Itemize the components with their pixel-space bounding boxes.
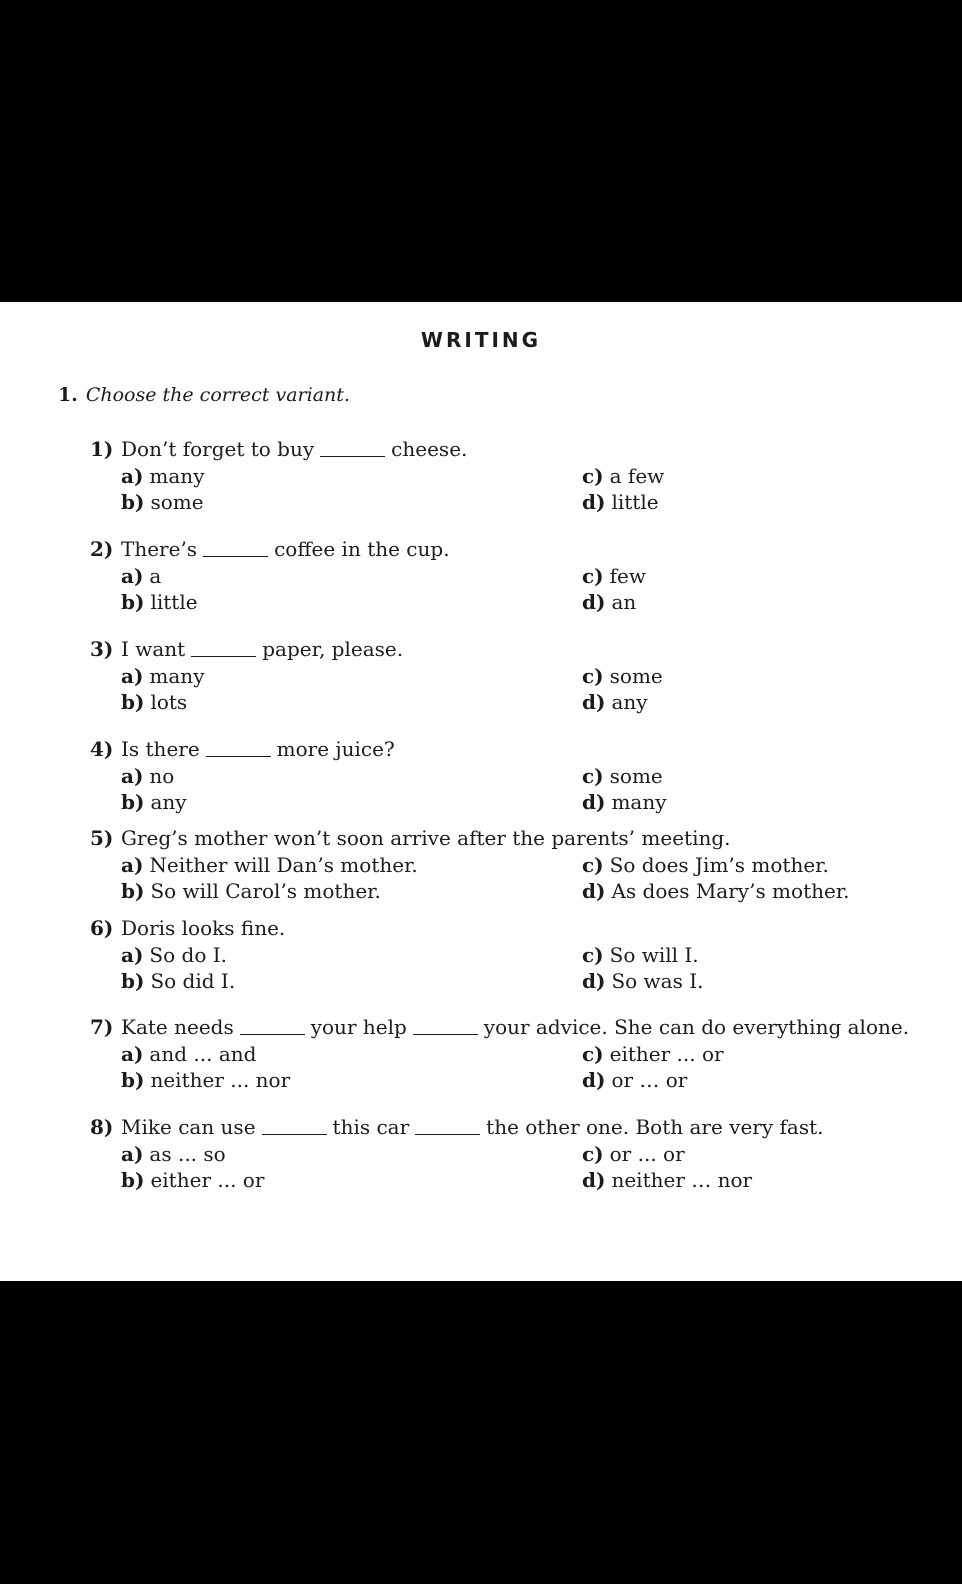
question-stem bbox=[90, 436, 940, 463]
question-number: 3) bbox=[90, 637, 114, 661]
option-d[interactable]: d) So was I. bbox=[582, 969, 704, 993]
option-a[interactable]: a) and ... and bbox=[121, 1041, 257, 1066]
answer-blank bbox=[320, 442, 385, 457]
answer-blank bbox=[191, 642, 256, 657]
answer-blank bbox=[262, 1120, 327, 1135]
option-b[interactable]: b) lots bbox=[121, 690, 188, 714]
options bbox=[90, 1041, 940, 1094]
textbook-page bbox=[0, 302, 962, 1281]
answer-blank bbox=[206, 742, 271, 757]
options bbox=[90, 663, 940, 716]
stem-text: Mike can use bbox=[121, 1115, 256, 1139]
stem-text: Kate needs bbox=[121, 1015, 234, 1039]
question-2 bbox=[90, 536, 940, 616]
stem-text: paper, please. bbox=[262, 637, 404, 661]
options bbox=[90, 1141, 940, 1194]
option-c[interactable]: c) either ... or bbox=[582, 1041, 724, 1066]
question-1 bbox=[90, 436, 940, 516]
options bbox=[90, 563, 940, 616]
question-5 bbox=[90, 825, 940, 905]
option-d[interactable]: d) neither … nor bbox=[582, 1168, 753, 1192]
stem-text: your help bbox=[310, 1015, 407, 1039]
question-4 bbox=[90, 736, 940, 816]
option-b[interactable]: b) So did I. bbox=[121, 969, 236, 993]
option-c[interactable]: c) some bbox=[582, 663, 663, 688]
stem-text: the other one. Both are very fast. bbox=[486, 1115, 824, 1139]
question-number: 5) bbox=[90, 826, 114, 850]
option-d[interactable]: d) any bbox=[582, 690, 648, 714]
options bbox=[90, 463, 940, 516]
stem-text: cheese. bbox=[391, 437, 468, 461]
section-title: WRITING bbox=[420, 328, 542, 352]
option-c[interactable]: c) few bbox=[582, 563, 646, 588]
question-6 bbox=[90, 915, 940, 995]
options bbox=[90, 763, 940, 816]
question-number: 1) bbox=[90, 437, 114, 461]
stem-text: more juice? bbox=[276, 737, 395, 761]
question-stem bbox=[90, 736, 940, 763]
option-c[interactable]: c) some bbox=[582, 763, 663, 788]
question-8 bbox=[90, 1114, 940, 1194]
option-d[interactable]: d) As does Mary’s mother. bbox=[582, 879, 850, 903]
option-b[interactable]: b) So will Carol’s mother. bbox=[121, 879, 381, 903]
stem-text: Doris looks fine. bbox=[121, 916, 286, 940]
option-d[interactable]: d) little bbox=[582, 490, 659, 514]
option-c[interactable]: c) So will I. bbox=[582, 942, 699, 967]
option-d[interactable]: d) or … or bbox=[582, 1068, 688, 1092]
option-b[interactable]: b) some bbox=[121, 490, 204, 514]
option-b[interactable]: b) little bbox=[121, 590, 198, 614]
option-a[interactable]: a) as ... so bbox=[121, 1141, 226, 1166]
question-stem bbox=[90, 915, 940, 942]
task-instruction: Choose the correct variant. bbox=[85, 384, 350, 406]
question-3 bbox=[90, 636, 940, 716]
option-b[interactable]: b) neither ... nor bbox=[121, 1068, 291, 1092]
option-d[interactable]: d) an bbox=[582, 590, 637, 614]
question-stem bbox=[90, 825, 940, 852]
option-d[interactable]: d) many bbox=[582, 790, 667, 814]
option-a[interactable]: a) a bbox=[121, 563, 162, 588]
option-c[interactable]: c) So does Jim’s mother. bbox=[582, 852, 829, 877]
question-number: 6) bbox=[90, 916, 114, 940]
answer-blank bbox=[415, 1120, 480, 1135]
option-b[interactable]: b) any bbox=[121, 790, 187, 814]
answer-blank bbox=[240, 1020, 305, 1035]
task-number: 1. bbox=[58, 384, 78, 406]
answer-blank bbox=[413, 1020, 478, 1035]
question-number: 8) bbox=[90, 1115, 114, 1139]
stem-text: coffee in the cup. bbox=[274, 537, 450, 561]
option-a[interactable]: a) no bbox=[121, 763, 175, 788]
stem-text: this car bbox=[332, 1115, 410, 1139]
option-a[interactable]: a) Neither will Dan’s mother. bbox=[121, 852, 418, 877]
question-7 bbox=[90, 1014, 940, 1094]
question-number: 4) bbox=[90, 737, 114, 761]
stem-text: I want bbox=[121, 637, 186, 661]
option-a[interactable]: a) many bbox=[121, 663, 205, 688]
task-heading bbox=[58, 384, 350, 406]
stem-text: your advice. She can do everything alone. bbox=[483, 1015, 910, 1039]
question-stem bbox=[90, 636, 940, 663]
options bbox=[90, 852, 940, 905]
stem-text: There’s bbox=[121, 537, 198, 561]
question-number: 7) bbox=[90, 1015, 114, 1039]
stem-text: Don’t forget to buy bbox=[121, 437, 315, 461]
question-stem bbox=[90, 1014, 940, 1041]
question-stem bbox=[90, 536, 940, 563]
question-stem bbox=[90, 1114, 940, 1141]
answer-blank bbox=[203, 542, 268, 557]
option-c[interactable]: c) or ... or bbox=[582, 1141, 685, 1166]
option-a[interactable]: a) So do I. bbox=[121, 942, 227, 967]
question-number: 2) bbox=[90, 537, 114, 561]
option-a[interactable]: a) many bbox=[121, 463, 205, 488]
option-b[interactable]: b) either ... or bbox=[121, 1168, 265, 1192]
stem-text: Is there bbox=[121, 737, 200, 761]
option-c[interactable]: c) a few bbox=[582, 463, 665, 488]
options bbox=[90, 942, 940, 995]
stem-text: Greg’s mother won’t soon arrive after the parents’ meeting. bbox=[121, 826, 731, 850]
